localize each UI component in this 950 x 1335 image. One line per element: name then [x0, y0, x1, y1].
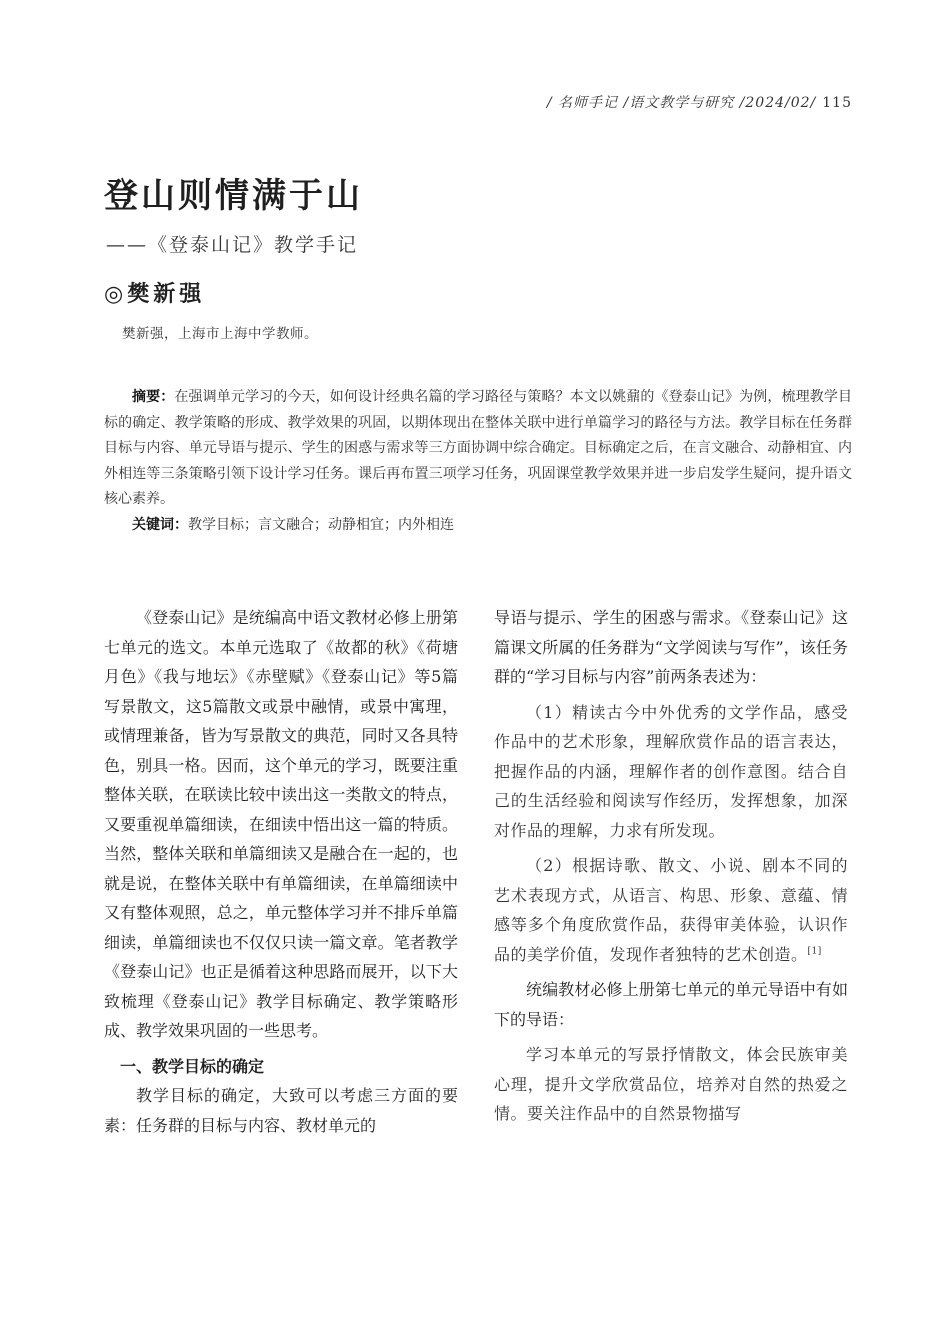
- article-title: 登山则情满于山: [104, 176, 363, 216]
- body-paragraph: 统编教材必修上册第七单元的单元导语中有如下的导语：: [494, 980, 848, 1029]
- body-column-right: [494, 603, 848, 1129]
- abstract-paragraph: [104, 385, 852, 513]
- section-heading: 一、教学目标的确定: [120, 1056, 265, 1076]
- article-subtitle: ——《登泰山记》教学手记: [106, 234, 359, 256]
- quote-paragraph: [494, 851, 848, 969]
- body-column-left: [104, 603, 458, 1140]
- running-header: [547, 92, 852, 112]
- keywords-text: 教学目标；言文融合；动静相宜；内外相连: [188, 516, 454, 533]
- body-paragraph: 导语与提示、学生的困惑与需求。《登泰山记》这篇课文所属的任务群为“文学阅读与写作”，该任务群的“学习目标与内容”前两条表述为：: [494, 608, 848, 686]
- abstract-text: 在强调单元学习的今天，如何设计经典名篇的学习路径与策略？本文以姚鼐的《登泰山记》为例，梳理教学目标的确定、教学策略的形成、教学效果的巩固，以期体现出在整体关联中进行单篇学习的路径与方法。教学目标在任务群目标与内容、单元导语与提示、学生的困惑与需求等三方面协调中综合确定。目标确定之后，在言文融合、动静相宜、内外相连等三条策略引领下设计学习任务。课后再布置三项学习任务，巩固课堂教学效果并进一步启发学生疑问，提升语文核心素养。: [104, 389, 853, 507]
- keywords-paragraph: [104, 513, 852, 539]
- body-paragraph: 《登泰山记》是统编高中语文教材必修上册第七单元的选文。本单元选取了《故都的秋》《荷塘月色》《我与地坛》《赤壁赋》《登泰山记》等5篇写景散文，这5篇散文或景中融情，或景中寓理，或情理兼备，皆为写景散文的典范，同时又各具特色，别具一格。因而，这个单元的学习，既要注重整体关联，在联读比较中读出这一类散文的特点，又要重视单篇细读，在细读中悟出这一篇的特质。当然，整体关联和单篇细读又是融合在一起的，也就是说，在整体关联中有单篇细读，在单篇细读中又有整体观照，总之，单元整体学习并不排斥单篇细读，单篇细读也不仅仅只读一篇文章。笔者教学《登泰山记》也正是循着这种思路而展开，以下大致梳理《登泰山记》教学目标确定、教学策略形成、教学效果巩固的一些思考。: [104, 608, 458, 1040]
- quote-paragraph: 学习本单元的写景抒情散文，体会民族审美心理，提升文学欣赏品位，培养对自然的热爱之情。要关注作品中的自然景物描写: [494, 1045, 848, 1123]
- quote-paragraph: （1）精读古今中外优秀的文学作品，感受作品中的艺术形象，理解欣赏作品的语言表达，把握作品的内涵，理解作者的创作意图。结合自己的生活经验和阅读写作经历，发挥想象，加深对作品的理解，力求有所发现。: [494, 702, 848, 840]
- author-note: 樊新强，上海市上海中学教师。: [122, 326, 318, 342]
- running-header-text: / 名师手记 /语文教学与研究 /2024/02/: [546, 95, 817, 111]
- page-number: 115: [822, 95, 852, 111]
- author-name: ◎樊新强: [104, 281, 206, 307]
- abstract-block: [104, 385, 852, 538]
- abstract-label: 摘要：: [132, 389, 175, 405]
- citation-ref: [1]: [807, 946, 822, 957]
- body-paragraph: 教学目标的确定，大致可以考虑三方面的要素：任务群的目标与内容、教材单元的: [104, 1086, 458, 1135]
- quote-text: （2）根据诗歌、散文、小说、剧本不同的艺术表现方式，从语言、构思、形象、意蕴、情感等多个角度欣赏作品，获得审美体验，认识作品的美学价值，发现作者独特的艺术创造。: [494, 856, 848, 964]
- keywords-label: 关键词：: [132, 516, 188, 533]
